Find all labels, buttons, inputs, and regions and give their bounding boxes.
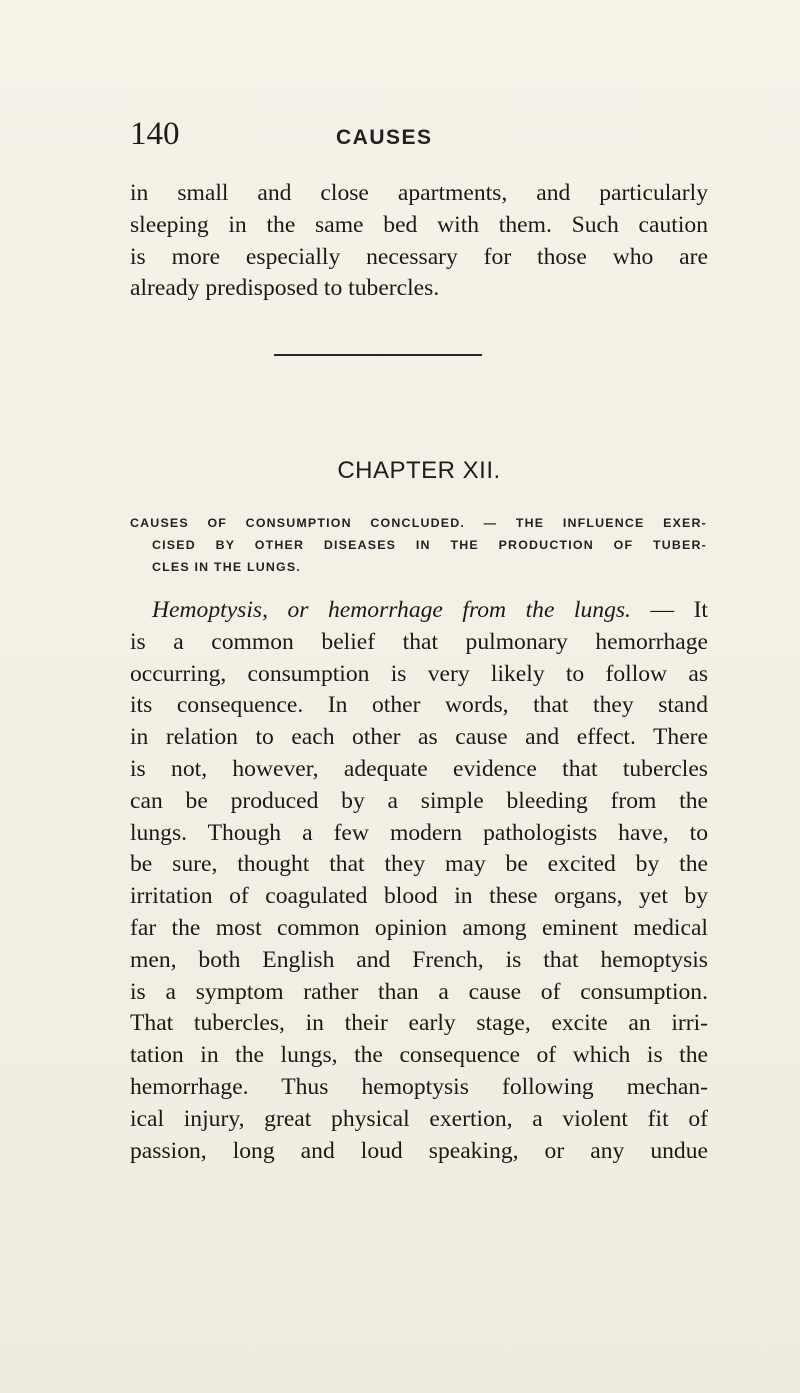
text-line: is not, however, adequate evidence that tubercles — [130, 755, 708, 782]
text-line: is a common belief that pulmonary hemorrhage — [130, 628, 708, 655]
text-line: That tubercles, in their early stage, excite an irri- — [130, 1010, 708, 1037]
text-line: in relation to each other as cause and effect. There — [130, 724, 708, 751]
text-line-first — [130, 595, 708, 627]
text-line: hemorrhage. Thus hemoptysis following mechan- — [130, 1073, 708, 1100]
main-paragraph — [130, 595, 708, 1167]
text-line: already predisposed to tubercles. — [130, 275, 440, 302]
running-title: CAUSES — [336, 126, 433, 149]
text-line: occurring, consumption is very likely to follow as — [130, 660, 708, 687]
text-line: is a symptom rather than a cause of consumption. — [130, 978, 708, 1005]
text-line: can be produced by a simple bleeding from the — [130, 787, 708, 814]
summary-line: CISED BY OTHER DISEASES IN THE PRODUCTION OF TUBER- — [152, 538, 707, 552]
text-line: in small and close apartments, and particularly — [130, 180, 708, 206]
text-line: be sure, thought that they may be excited by the — [130, 851, 708, 878]
chapter-heading: CHAPTER XII. — [337, 457, 501, 484]
text-line: passion, long and loud speaking, or any undue — [130, 1137, 708, 1164]
section-divider — [274, 354, 482, 356]
opening-paragraph — [130, 178, 708, 305]
text-line: far the most common opinion among eminent medical — [130, 914, 708, 941]
text-line: tation in the lungs, the consequence of which is the — [130, 1042, 708, 1069]
text-line: sleeping in the same bed with them. Such caution — [130, 211, 708, 238]
summary-line: CAUSES OF CONSUMPTION CONCLUDED. — THE INFLUENCE EXER- — [130, 516, 707, 530]
text-line: lungs. Though a few modern pathologists have, to — [130, 819, 708, 846]
first-line-rest: — It — [630, 597, 708, 623]
page-number: 140 — [130, 116, 180, 152]
text-line: men, both English and French, is that hemoptysis — [130, 946, 708, 973]
text-line: irritation of coagulated blood in these organs, yet by — [130, 883, 708, 910]
text-line: ical injury, great physical exertion, a violent fit of — [130, 1105, 708, 1132]
chapter-summary — [130, 512, 707, 578]
paragraph-sidehead: Hemoptysis, or hemorrhage from the lungs. — [152, 597, 631, 623]
summary-line: CLES IN THE LUNGS. — [152, 560, 301, 574]
text-line: its consequence. In other words, that they stand — [130, 692, 708, 719]
text-line: is more especially necessary for those who are — [130, 243, 708, 270]
running-head — [130, 118, 710, 158]
